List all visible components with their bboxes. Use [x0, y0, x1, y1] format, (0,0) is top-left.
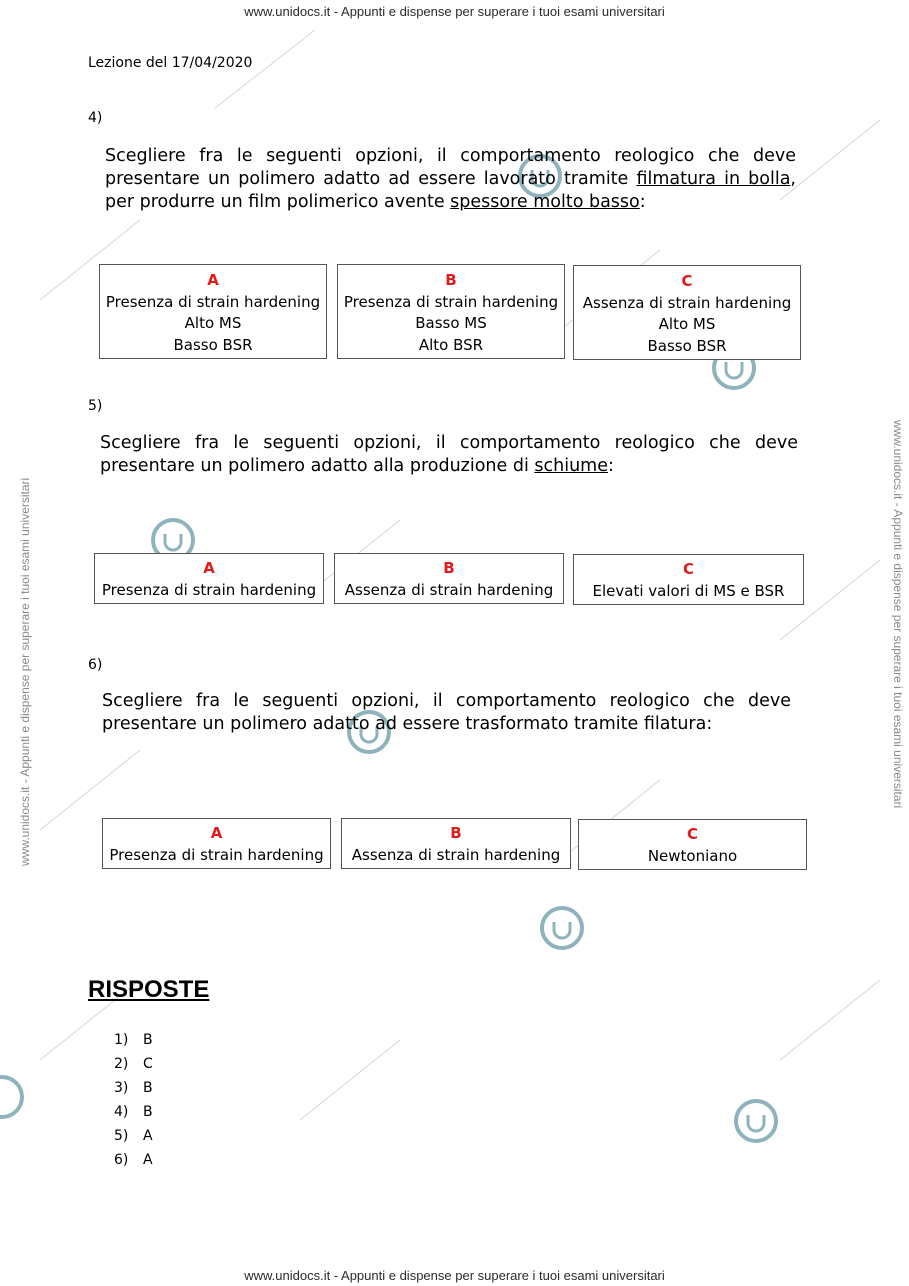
question-5-number: 5) — [88, 398, 103, 414]
watermark-bottom: www.unidocs.it - Appunti e dispense per superare i tuoi esami universitari — [244, 1268, 665, 1283]
question-4-underline-1: filmatura in bolla — [636, 169, 791, 189]
option-letter: C — [681, 272, 693, 290]
question-6-text: Scegliere fra le seguenti opzioni, il comportamento reologico che deve presentare un polimero adatto ad essere trasformato tramite filatura: — [102, 691, 791, 734]
question-4-option-b: B Presenza di strain hardening Basso MS Alto BSR — [337, 264, 565, 359]
question-4-option-a: A Presenza di strain hardening Alto MS Basso BSR — [99, 264, 327, 359]
question-5-text: Scegliere fra le seguenti opzioni, il comportamento reologico che deve presentare un polimero adatto alla produzione di schiume: — [100, 433, 798, 476]
question-5-option-a: A Presenza di strain hardening — [94, 553, 324, 604]
list-item: 5) A — [114, 1128, 153, 1144]
list-item: 4) B — [114, 1104, 153, 1120]
list-item: 1) B — [114, 1032, 153, 1048]
option-letter: B — [450, 824, 462, 842]
option-letter: C — [686, 825, 698, 843]
question-6-option-a: A Presenza di strain hardening — [102, 818, 331, 869]
option-letter: B — [445, 271, 457, 289]
question-4-number: 4) — [88, 110, 103, 126]
list-item: 3) B — [114, 1080, 153, 1096]
question-5-option-b: B Assenza di strain hardening — [334, 553, 564, 604]
question-6-option-b: B Assenza di strain hardening — [341, 818, 571, 869]
answers-title: RISPOSTE — [88, 976, 210, 1003]
answers-list — [114, 1028, 153, 1172]
question-6-number: 6) — [88, 657, 103, 673]
question-5-underline: schiume — [534, 456, 608, 476]
lesson-date: Lezione del 17/04/2020 — [88, 55, 253, 71]
watermark-top: www.unidocs.it - Appunti e dispense per superare i tuoi esami universitari — [244, 4, 665, 19]
list-item: 6) A — [114, 1152, 153, 1168]
option-letter: C — [682, 560, 694, 578]
option-letter: A — [207, 271, 219, 289]
question-6-option-c: C Newtoniano — [578, 819, 807, 870]
question-4-text: Scegliere fra le seguenti opzioni, il comportamento reologico che deve presentare un polimero adatto ad essere lavorato tramite filmatura in bolla, per produrre un film polimerico avente spessore molto basso: — [105, 146, 796, 212]
option-letter: A — [210, 824, 223, 842]
option-letter: B — [443, 559, 455, 577]
question-4-underline-2: spessore molto basso — [450, 192, 640, 212]
watermark-side-right: www.unidocs.it - Appunti e dispense per superare i tuoi esami universitari — [891, 420, 905, 809]
question-5-option-c: C Elevati valori di MS e BSR — [573, 554, 804, 605]
option-letter: A — [203, 559, 215, 577]
list-item: 2) C — [114, 1056, 153, 1072]
watermark-side-left: www.unidocs.it - Appunti e dispense per superare i tuoi esami universitari — [18, 477, 32, 866]
question-4-option-c: C Assenza di strain hardening Alto MS Basso BSR — [573, 265, 801, 360]
